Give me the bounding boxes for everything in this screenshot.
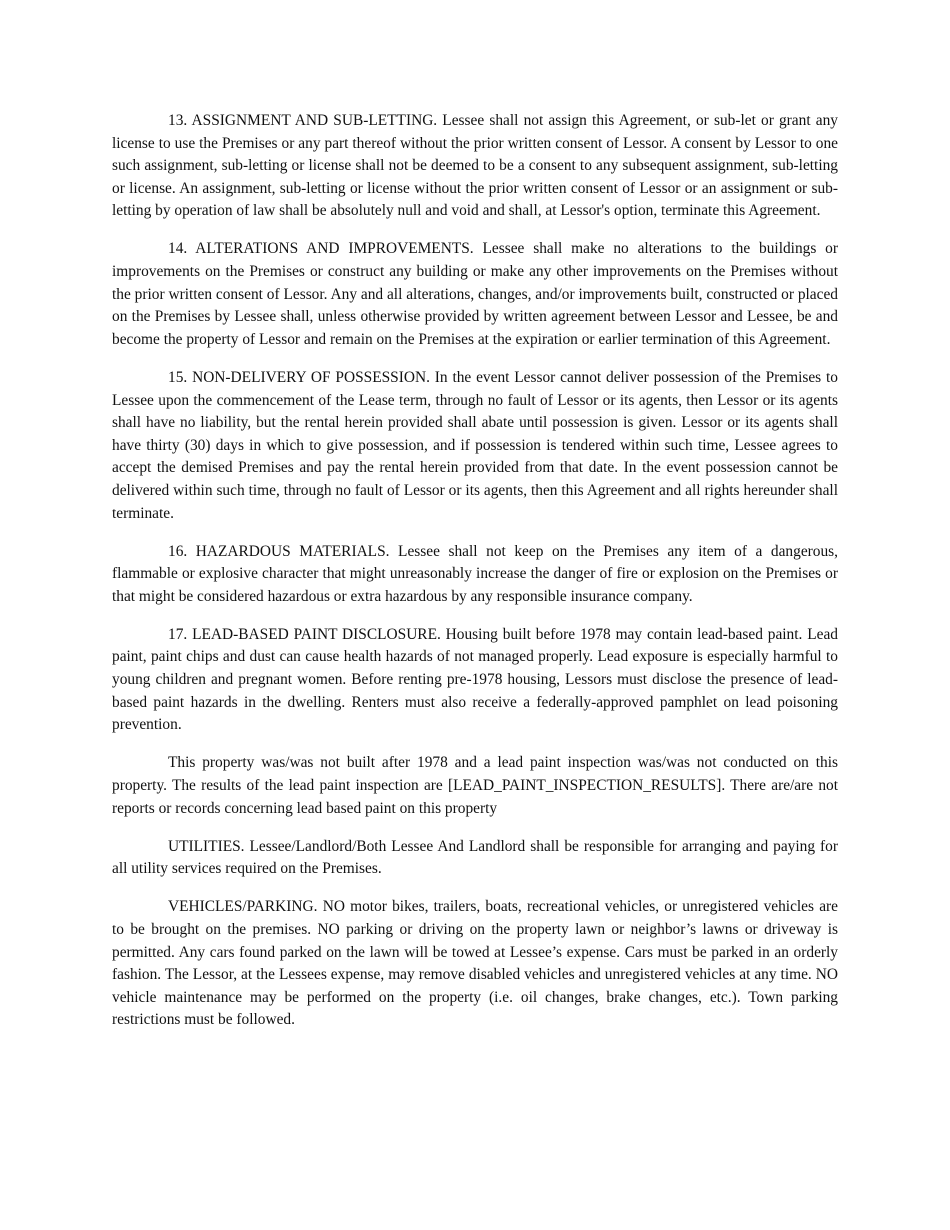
vehicles-parking-paragraph: VEHICLES/PARKING. NO motor bikes, trailers, boats, recreational vehicles, or unregistered vehicles are to be brought on the premises. NO parking or driving on the property lawn or neighbor’s lawns or driveway is permitted. Any cars found parked on the lawn will be towed at Lessee’s expense. Cars must be parked in an orderly fashion. The Lessor, at the Lessees expense, may remove disabled vehicles and unregistered vehicles at any time. NO vehicle maintenance may be performed on the property (i.e. oil changes, brake changes, etc.). Town parking restrictions must be followed.: [112, 898, 838, 1029]
utilities-paragraph: UTILITIES. Lessee/Landlord/Both Lessee And Landlord shall be responsible for arranging and paying for all utility services required on the Premises.: [112, 837, 838, 878]
section-16-hazardous-materials: 16. HAZARDOUS MATERIALS. Lessee shall not keep on the Premises any item of a dangerous, flammable or explosive character that might unreasonably increase the danger of fire or explosion on the Premises or that might be considered hazardous or extra hazardous by any responsible insurance company.: [112, 542, 838, 605]
section-14-alterations-improvements: 14. ALTERATIONS AND IMPROVEMENTS. Lessee shall make no alterations to the buildings or improvements on the Premises or construct any building or make any other improvements on the Premises without the prior written consent of Lessor. Any and all alterations, changes, and/or improvements built, constructed or placed on the Premises by Lessee shall, unless otherwise provided by written agreement between Lessor and Lessee, be and become the property of Lessor and remain on the Premises at the expiration or earlier termination of this Agreement.: [112, 240, 838, 348]
section-15-non-delivery-of-possession: 15. NON-DELIVERY OF POSSESSION. In the event Lessor cannot deliver possession of the Premises to Lessee upon the commencement of the Lease term, through no fault of Lessor or its agents, then Lessor or its agents shall have no liability, but the rental herein provided shall abate until possession is given. Lessor or its agents shall have thirty (30) days in which to give possession, and if possession is tendered within such time, Lessee agrees to accept the demised Premises and pay the rental herein provided from that date. In the event possession cannot be delivered within such time, through no fault of Lessor or its agents, then this Agreement and all rights hereunder shall terminate.: [112, 368, 838, 522]
section-13-assignment-sub-letting: 13. ASSIGNMENT AND SUB-LETTING. Lessee shall not assign this Agreement, or sub-let or grant any license to use the Premises or any part thereof without the prior written consent of Lessor. A consent by Lessor to one such assignment, sub-letting or license shall not be deemed to be a consent to any subsequent assignment, sub-letting or license. An assignment, sub-letting or license without the prior written consent of Lessor or an assignment or sub-letting by operation of law shall be absolutely null and void and shall, at Lessor's option, terminate this Agreement.: [112, 112, 838, 220]
section-17-lead-based-paint-disclosure: 17. LEAD-BASED PAINT DISCLOSURE. Housing built before 1978 may contain lead-based paint. Lead paint, paint chips and dust can cause health hazards of not managed properly. Lead exposure is especially harmful to young children and pregnant women. Before renting pre-1978 housing, Lessors must disclose the presence of lead-based paint hazards in the dwelling. Renters must also receive a federally-approved pamphlet on lead poisoning prevention.: [112, 625, 838, 734]
lead-paint-inspection-statement: This property was/was not built after 1978 and a lead paint inspection was/was not conducted on this property. The results of the lead paint inspection are [LEAD_PAINT_INSPECTION_RESULTS]. There are/are not reports or records concerning lead based paint on this property: [112, 754, 838, 817]
document-page: [112, 110, 838, 1047]
